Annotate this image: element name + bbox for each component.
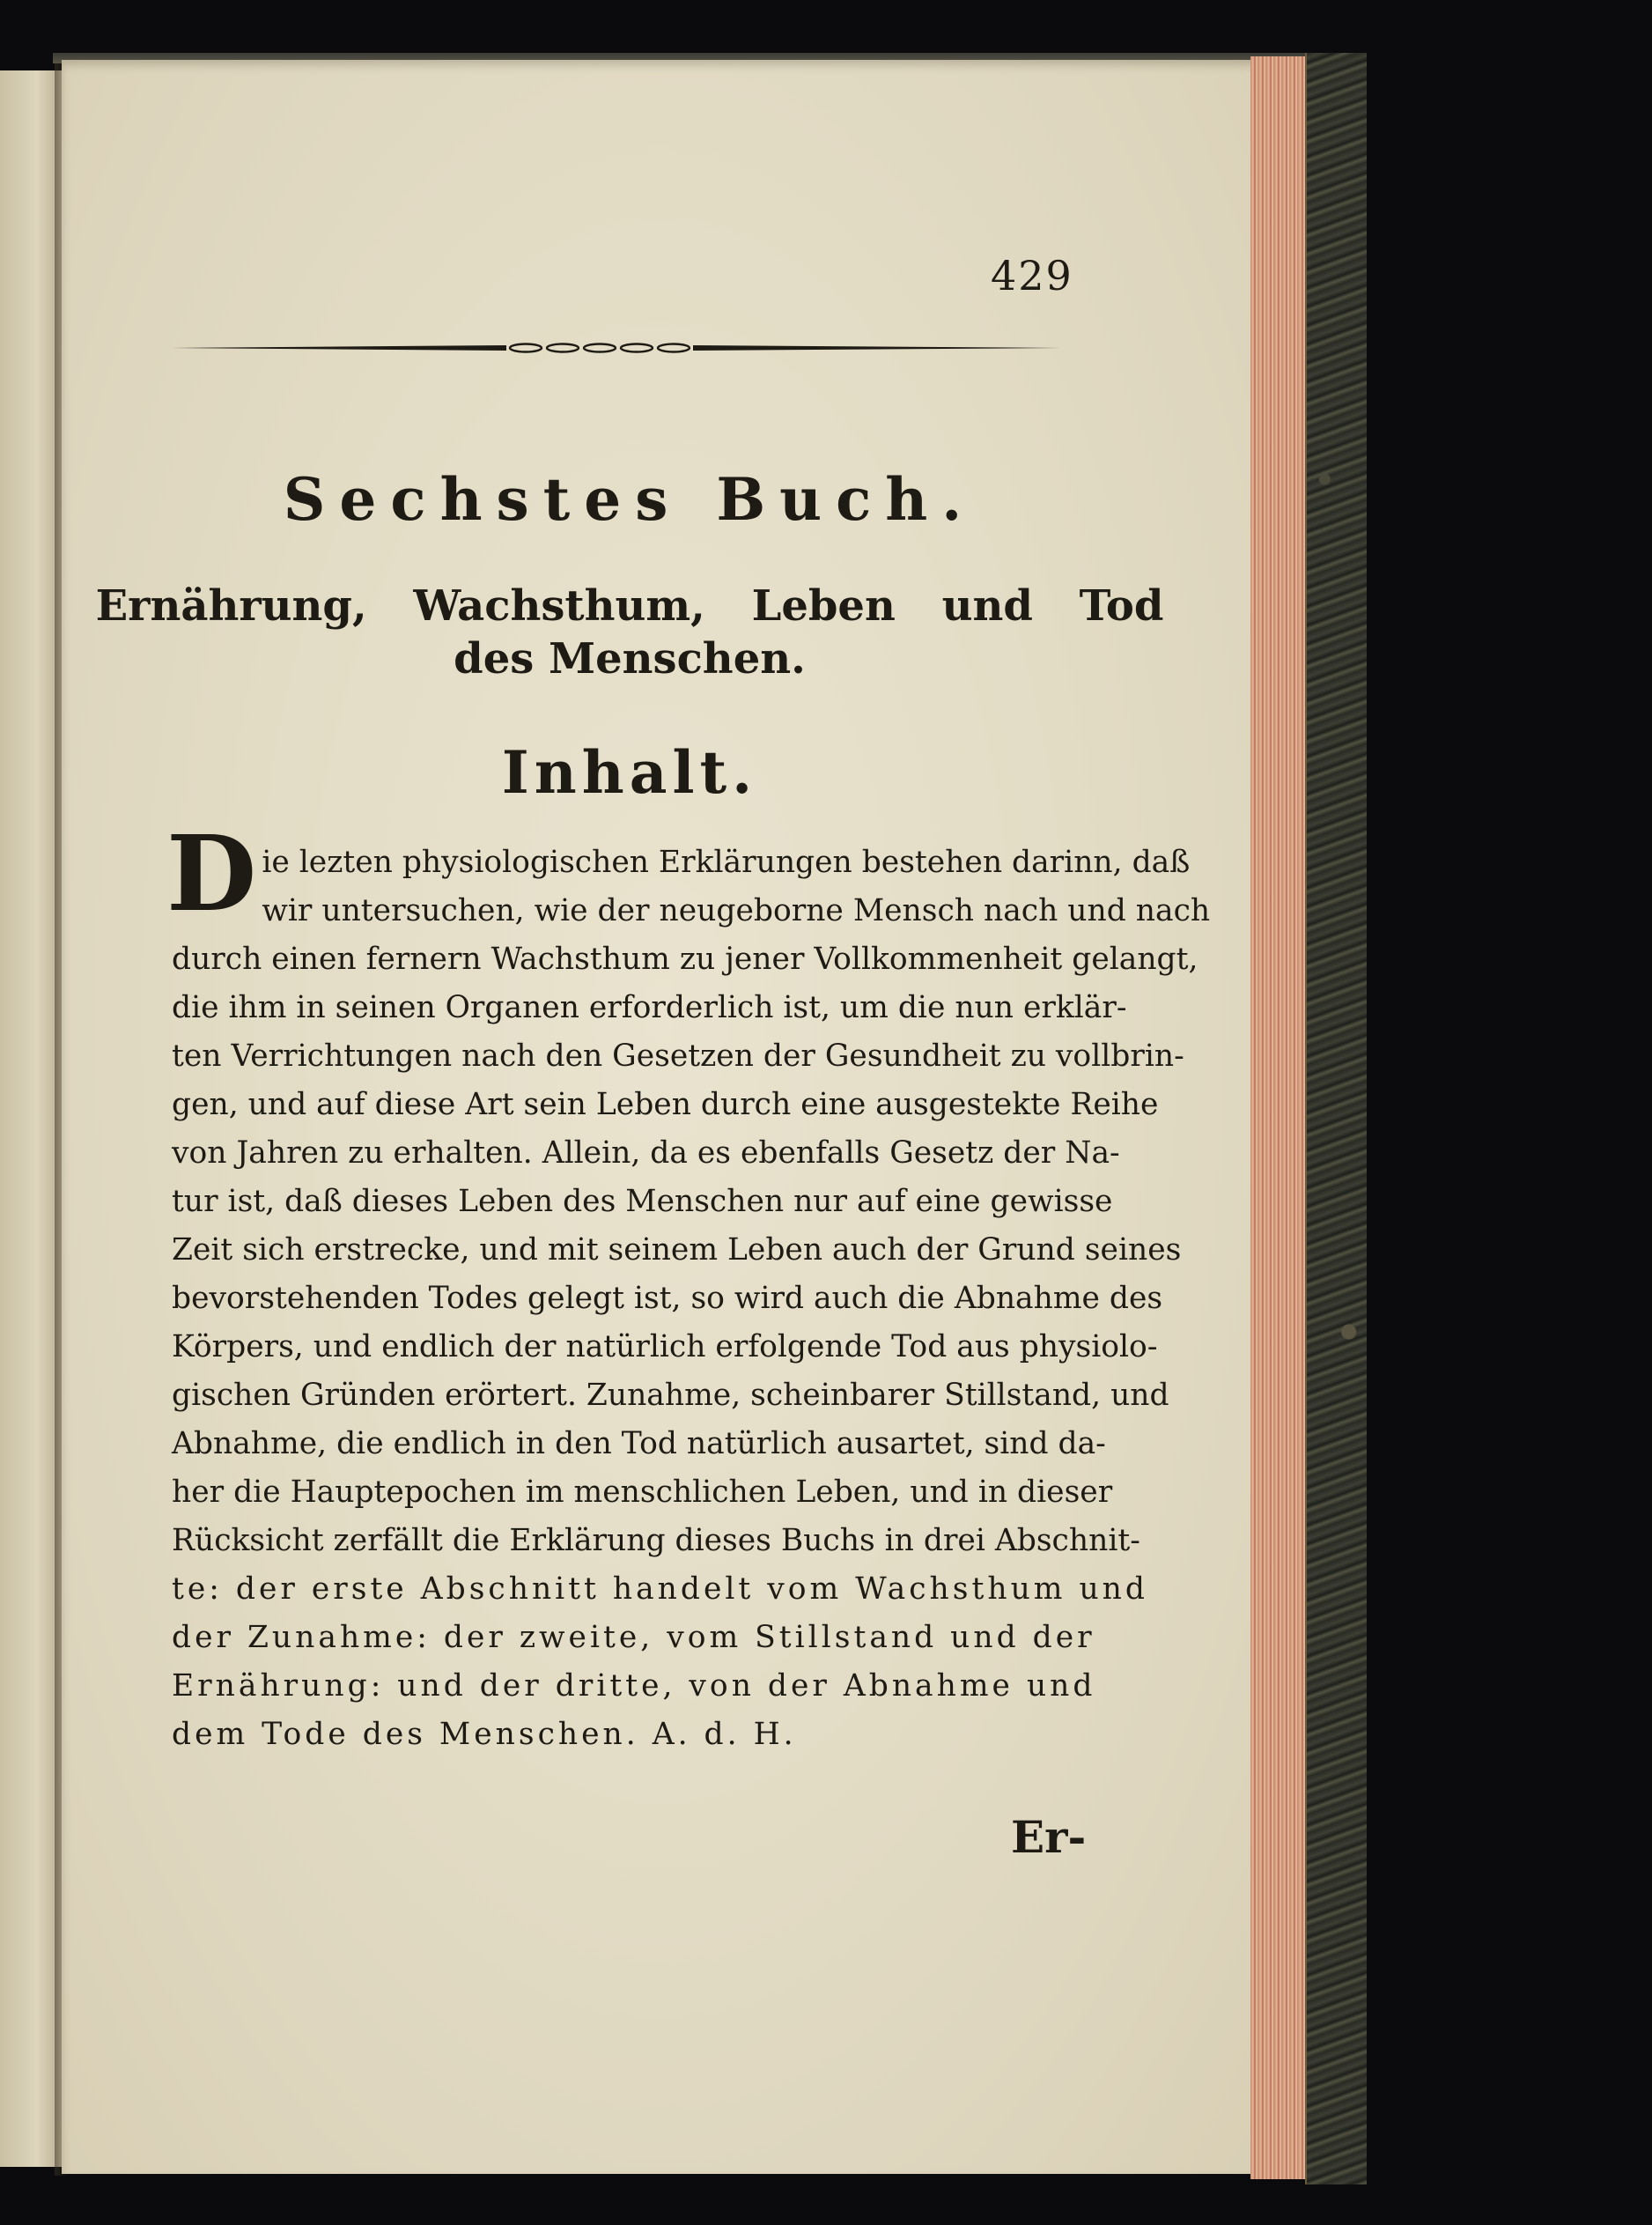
page-number: 429 xyxy=(991,252,1073,299)
body-line: Zeit sich erstrecke, und mit seinem Leben auch der Grund seines xyxy=(172,1232,1182,1268)
body-line: von Jahren zu erhalten. Allein, da es ebenfalls Gesetz der Na- xyxy=(172,1135,1120,1171)
body-line: gischen Gründen erörtert. Zunahme, scheinbarer Stillstand, und xyxy=(172,1378,1169,1413)
body-line: Ernährung: und der dritte, von der Abnahme und xyxy=(172,1668,1096,1704)
body-line: Rücksicht zerfällt die Erklärung dieses Buchs in drei Abschnit- xyxy=(172,1523,1140,1558)
body-line: Körpers, und endlich der natürlich erfolgende Tod aus physiolo- xyxy=(172,1329,1158,1364)
body-line: tur ist, daß dieses Leben des Menschen nur auf eine gewisse xyxy=(172,1184,1113,1219)
body-line: Abnahme, die endlich in den Tod natürlich ausartet, sind da- xyxy=(172,1426,1106,1461)
body-line: wir untersuchen, wie der neugeborne Mensch nach und nach xyxy=(262,893,1211,928)
body-line: durch einen fernern Wachsthum zu jener Vollkommenheit gelangt, xyxy=(172,942,1198,977)
body-line: bevorstehenden Todes gelegt ist, so wird auch die Abnahme des xyxy=(172,1281,1163,1316)
body-line: ie lezten physiologischen Erklärungen bestehen darinn, daß xyxy=(262,845,1191,880)
book-title: Sechstes Buch. xyxy=(283,465,977,534)
ornamental-rule xyxy=(172,342,1061,354)
body-line: te: der erste Abschnitt handelt vom Wachsthum und xyxy=(172,1571,1148,1607)
catchword: Er- xyxy=(1011,1811,1087,1863)
page-stack-edges xyxy=(1250,56,1305,2179)
body-line: die ihm in seinen Organen erforderlich ist, um die nun erklär- xyxy=(172,990,1127,1025)
section-heading: Inhalt. xyxy=(501,738,758,807)
body-line: dem Tode des Menschen. A. d. H. xyxy=(172,1717,797,1752)
drop-cap: D xyxy=(166,812,257,935)
marbled-cover-edge xyxy=(1305,53,1367,2184)
body-line: ten Verrichtungen nach den Gesetzen der Gesundheit zu vollbrin- xyxy=(172,1039,1184,1074)
book-subtitle-line-1: Ernährung, Wachsthum, Leben und Tod xyxy=(95,581,1164,631)
previous-page-edge xyxy=(0,70,62,2167)
body-line: her die Hauptepochen im menschlichen Leben, und in dieser xyxy=(172,1475,1113,1510)
book-subtitle-line-2: des Menschen. xyxy=(454,634,806,684)
body-line: gen, und auf diese Art sein Leben durch eine ausgestekte Reihe xyxy=(172,1087,1159,1122)
body-line: der Zunahme: der zweite, vom Stillstand und der xyxy=(172,1620,1095,1655)
body-text xyxy=(166,812,1211,1759)
